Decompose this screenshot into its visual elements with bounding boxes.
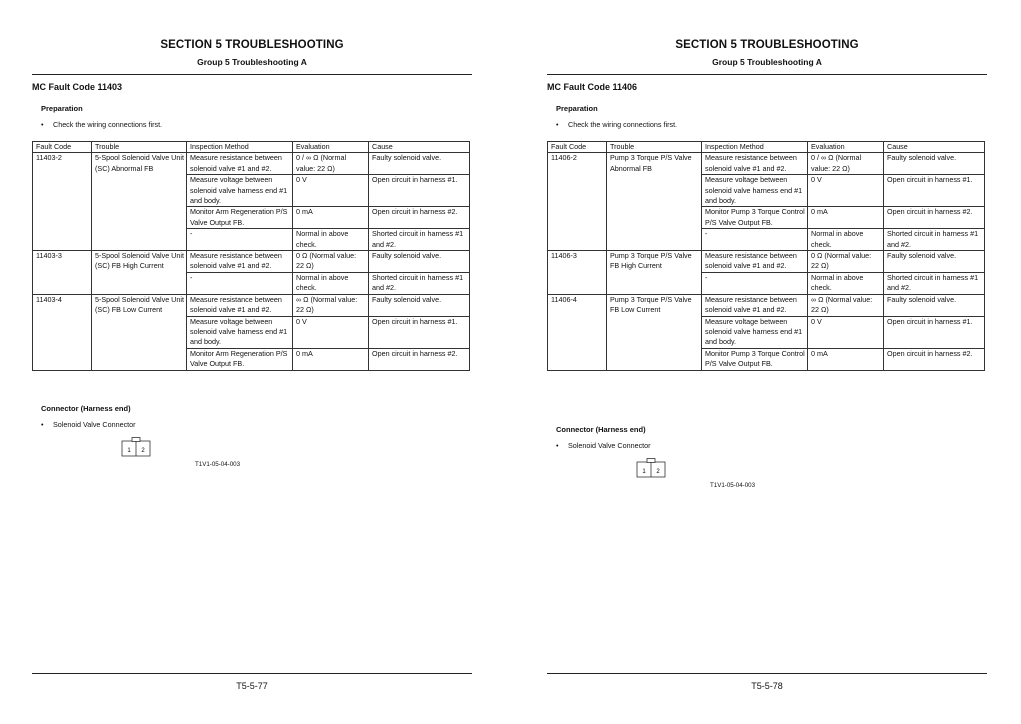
footer-rule bbox=[547, 673, 987, 674]
preparation-text: Check the wiring connections first. bbox=[53, 120, 163, 129]
column-header: Evaluation bbox=[293, 142, 369, 153]
table-header-row bbox=[548, 142, 985, 153]
fault-table bbox=[547, 141, 985, 371]
evaluation-cell: Normal in above check. bbox=[808, 272, 884, 294]
trouble-cell: 5-Spool Solenoid Valve Unit (SC) FB Low Current bbox=[92, 294, 187, 370]
inspection-method-cell: - bbox=[702, 272, 808, 294]
connector-item bbox=[41, 420, 136, 429]
header-rule bbox=[32, 74, 472, 75]
cause-cell: Faulty solenoid valve. bbox=[369, 294, 470, 316]
column-header: Fault Code bbox=[33, 142, 92, 153]
preparation-text: Check the wiring connections first. bbox=[568, 120, 678, 129]
inspection-method-cell: Measure resistance between solenoid valve #1 and #2. bbox=[702, 153, 808, 175]
header-rule bbox=[547, 74, 987, 75]
fault-code-cell: 11406-4 bbox=[548, 294, 607, 370]
inspection-method-cell: Measure resistance between solenoid valve #1 and #2. bbox=[702, 294, 808, 316]
trouble-cell: Pump 3 Torque P/S Valve FB Low Current bbox=[607, 294, 702, 370]
column-header: Cause bbox=[884, 142, 985, 153]
bullet-icon: • bbox=[41, 120, 44, 129]
bullet-icon: • bbox=[41, 420, 44, 429]
evaluation-cell: 0 Ω (Normal value: 22 Ω) bbox=[293, 251, 369, 273]
evaluation-cell: ∞ Ω (Normal value: 22 Ω) bbox=[808, 294, 884, 316]
evaluation-cell: ∞ Ω (Normal value: 22 Ω) bbox=[293, 294, 369, 316]
trouble-cell: 5-Spool Solenoid Valve Unit (SC) FB High Current bbox=[92, 251, 187, 295]
evaluation-cell: 0 mA bbox=[293, 348, 369, 370]
connector-pin-1: 1 bbox=[127, 448, 131, 454]
evaluation-cell: Normal in above check. bbox=[808, 229, 884, 251]
trouble-cell: 5-Spool Solenoid Valve Unit (SC) Abnormal FB bbox=[92, 153, 187, 251]
evaluation-cell: Normal in above check. bbox=[293, 272, 369, 294]
cause-cell: Open circuit in harness #2. bbox=[369, 207, 470, 229]
fault-code-cell: 11406-3 bbox=[548, 251, 607, 295]
connector-pin-2: 2 bbox=[141, 448, 145, 454]
inspection-method-cell: Monitor Arm Regeneration P/S Valve Output FB. bbox=[187, 207, 293, 229]
cause-cell: Faulty solenoid valve. bbox=[884, 153, 985, 175]
fault-code-cell: 11403-3 bbox=[33, 251, 92, 295]
column-header: Trouble bbox=[607, 142, 702, 153]
cause-cell: Open circuit in harness #2. bbox=[884, 348, 985, 370]
inspection-method-cell: Measure resistance between solenoid valve #1 and #2. bbox=[702, 251, 808, 273]
fault-code-cell: 11403-4 bbox=[33, 294, 92, 370]
column-header: Evaluation bbox=[808, 142, 884, 153]
preparation-heading: Preparation bbox=[41, 104, 83, 113]
connector-item bbox=[556, 441, 651, 450]
cause-cell: Open circuit in harness #2. bbox=[369, 348, 470, 370]
evaluation-cell: 0 V bbox=[808, 175, 884, 207]
inspection-method-cell: Measure voltage between solenoid valve harness end #1 and body. bbox=[702, 175, 808, 207]
inspection-method-cell: Measure voltage between solenoid valve harness end #1 and body. bbox=[187, 175, 293, 207]
inspection-method-cell: Monitor Pump 3 Torque Control P/S Valve Output FB. bbox=[702, 207, 808, 229]
inspection-method-cell: - bbox=[187, 272, 293, 294]
cause-cell: Faulty solenoid valve. bbox=[884, 251, 985, 273]
cause-cell: Shorted circuit in harness #1 and #2. bbox=[369, 229, 470, 251]
preparation-item bbox=[41, 120, 162, 129]
group-title: Group 5 Troubleshooting A bbox=[197, 57, 307, 67]
cause-cell: Shorted circuit in harness #1 and #2. bbox=[884, 272, 985, 294]
trouble-cell: Pump 3 Torque P/S Valve FB High Current bbox=[607, 251, 702, 295]
table-row bbox=[548, 153, 985, 175]
group-title: Group 5 Troubleshooting A bbox=[712, 57, 822, 67]
fault-code-title: MC Fault Code 11403 bbox=[32, 82, 123, 92]
fault-code-cell: 11406-2 bbox=[548, 153, 607, 251]
table-row bbox=[548, 294, 985, 316]
evaluation-cell: 0 / ∞ Ω (Normal value: 22 Ω) bbox=[293, 153, 369, 175]
cause-cell: Open circuit in harness #1. bbox=[369, 175, 470, 207]
inspection-method-cell: Monitor Pump 3 Torque Control P/S Valve Output FB. bbox=[702, 348, 808, 370]
evaluation-cell: 0 V bbox=[808, 316, 884, 348]
connector-text: Solenoid Valve Connector bbox=[53, 420, 136, 429]
column-header: Cause bbox=[369, 142, 470, 153]
cause-cell: Open circuit in harness #1. bbox=[884, 175, 985, 207]
bullet-icon: • bbox=[556, 120, 559, 129]
preparation-heading: Preparation bbox=[556, 104, 598, 113]
section-title: SECTION 5 TROUBLESHOOTING bbox=[675, 39, 859, 51]
fault-code-title: MC Fault Code 11406 bbox=[547, 82, 638, 92]
section-title: SECTION 5 TROUBLESHOOTING bbox=[160, 39, 344, 51]
page-number: T5-5-77 bbox=[236, 681, 268, 691]
inspection-method-cell: Measure voltage between solenoid valve harness end #1 and body. bbox=[702, 316, 808, 348]
column-header: Inspection Method bbox=[702, 142, 808, 153]
cause-cell: Faulty solenoid valve. bbox=[369, 251, 470, 273]
evaluation-cell: 0 mA bbox=[808, 348, 884, 370]
connector-heading: Connector (Harness end) bbox=[41, 404, 131, 413]
fault-table bbox=[32, 141, 470, 371]
connector-pin-2: 2 bbox=[656, 469, 660, 475]
connector-heading: Connector (Harness end) bbox=[556, 425, 646, 434]
connector-diagram-icon bbox=[121, 437, 151, 457]
cause-cell: Open circuit in harness #2. bbox=[884, 207, 985, 229]
connector-diagram-icon bbox=[636, 458, 666, 478]
inspection-method-cell: Monitor Arm Regeneration P/S Valve Output FB. bbox=[187, 348, 293, 370]
fault-code-cell: 11403-2 bbox=[33, 153, 92, 251]
connector-text: Solenoid Valve Connector bbox=[568, 441, 651, 450]
page-number: T5-5-78 bbox=[751, 681, 783, 691]
cause-cell: Open circuit in harness #1. bbox=[369, 316, 470, 348]
inspection-method-cell: - bbox=[702, 229, 808, 251]
connector-pin-1: 1 bbox=[642, 469, 646, 475]
inspection-method-cell: - bbox=[187, 229, 293, 251]
column-header: Trouble bbox=[92, 142, 187, 153]
column-header: Inspection Method bbox=[187, 142, 293, 153]
preparation-item bbox=[556, 120, 677, 129]
table-header-row bbox=[33, 142, 470, 153]
evaluation-cell: Normal in above check. bbox=[293, 229, 369, 251]
evaluation-cell: 0 V bbox=[293, 175, 369, 207]
cause-cell: Open circuit in harness #1. bbox=[884, 316, 985, 348]
trouble-cell: Pump 3 Torque P/S Valve Abnormal FB bbox=[607, 153, 702, 251]
evaluation-cell: 0 Ω (Normal value: 22 Ω) bbox=[808, 251, 884, 273]
page-right bbox=[547, 0, 987, 724]
cause-cell: Faulty solenoid valve. bbox=[369, 153, 470, 175]
cause-cell: Shorted circuit in harness #1 and #2. bbox=[369, 272, 470, 294]
evaluation-cell: 0 mA bbox=[808, 207, 884, 229]
cause-cell: Faulty solenoid valve. bbox=[884, 294, 985, 316]
table-row bbox=[548, 251, 985, 273]
inspection-method-cell: Measure resistance between solenoid valve #1 and #2. bbox=[187, 153, 293, 175]
table-row bbox=[33, 251, 470, 273]
evaluation-cell: 0 mA bbox=[293, 207, 369, 229]
cause-cell: Shorted circuit in harness #1 and #2. bbox=[884, 229, 985, 251]
figure-id: T1V1-05-04-003 bbox=[710, 482, 756, 489]
table-row bbox=[33, 294, 470, 316]
footer-rule bbox=[32, 673, 472, 674]
inspection-method-cell: Measure resistance between solenoid valve #1 and #2. bbox=[187, 294, 293, 316]
inspection-method-cell: Measure resistance between solenoid valve #1 and #2. bbox=[187, 251, 293, 273]
column-header: Fault Code bbox=[548, 142, 607, 153]
inspection-method-cell: Measure voltage between solenoid valve harness end #1 and body. bbox=[187, 316, 293, 348]
table-row bbox=[33, 153, 470, 175]
evaluation-cell: 0 V bbox=[293, 316, 369, 348]
figure-id: T1V1-05-04-003 bbox=[195, 461, 241, 468]
page-left bbox=[32, 0, 472, 724]
evaluation-cell: 0 / ∞ Ω (Normal value: 22 Ω) bbox=[808, 153, 884, 175]
bullet-icon: • bbox=[556, 441, 559, 450]
